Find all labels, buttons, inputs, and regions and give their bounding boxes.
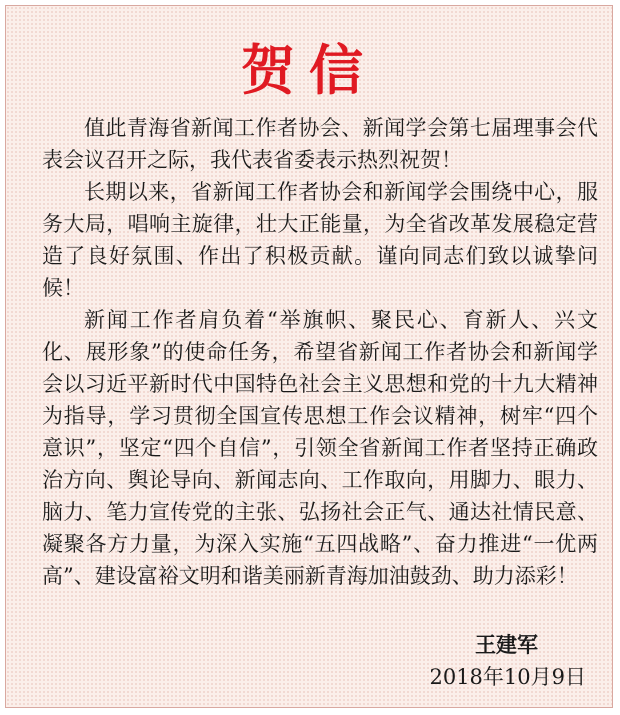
paragraph-greeting: 值此青海省新闻工作者协会、新闻学会第七届理事会代表会议召开之际，我代表省委表示热烈祝贺！ [42,116,598,172]
paragraph-mission: 新闻工作者肩负着“举旗帜、聚民心、育新人、兴文化、展形象”的使命任务，希望省新闻工作者协会和新闻学会以习近平新时代中国特色社会主义思想和党的十九大精神为指导，学习贯彻全国宣传思想工作会议精神，树牢“四个意识”，坚定“四个自信”，引领全省新闻工作者坚持正确政治方向、舆论导向、新闻志向、工作取向，用脚力、眼力、脑力、笔力宣传党的主张、弘扬社会正气、通达社情民意、凝聚各方力量，为深入实施“五四战略”、奋力推进“一优两高”、建设富裕文明和谐美丽新青海加油鼓劲、助力添彩！ [42,308,598,588]
signature: 王建军 [475,632,538,657]
letter-date: 2018年10月9日 [429,665,586,689]
letter-title: 贺信 [241,38,377,102]
letter-body [42,112,598,592]
paragraph-achievements: 长期以来，省新闻工作者协会和新闻学会围绕中心，服务大局，唱响主旋律，壮大正能量，为全省改革发展稳定营造了良好氛围、作出了积极贡献。谨向同志们致以诚挚问候！ [42,180,598,300]
congratulatory-letter [5,5,613,708]
